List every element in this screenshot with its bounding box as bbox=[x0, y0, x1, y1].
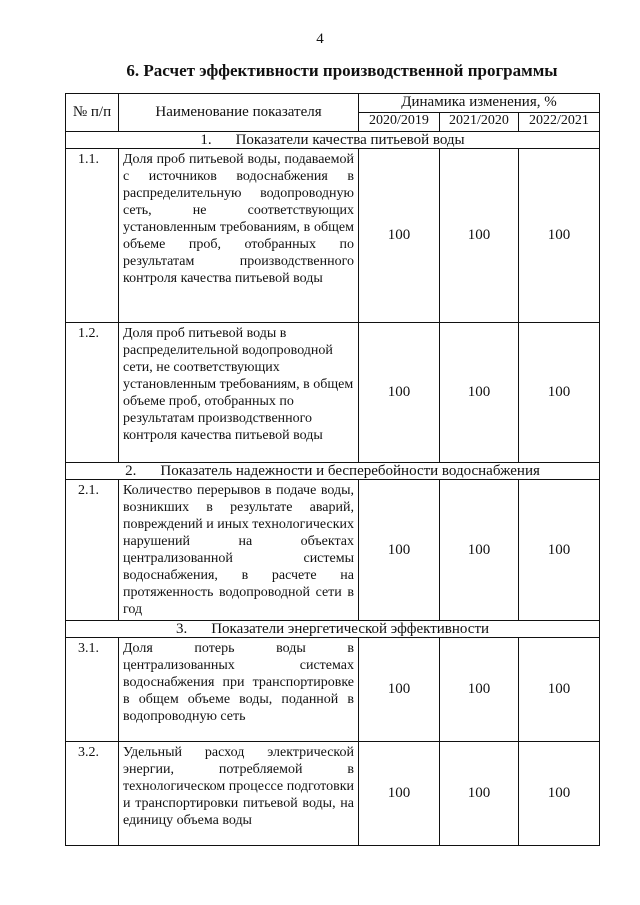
header-year: 2022/2021 bbox=[519, 113, 600, 132]
section-title: 6. Расчет эффективности производственной программы bbox=[126, 61, 558, 80]
row-number: 3.2. bbox=[66, 742, 119, 846]
value-cell: 100 bbox=[359, 149, 440, 323]
value-cell: 100 bbox=[359, 742, 440, 846]
section-number: 1. bbox=[200, 132, 212, 148]
table-row bbox=[66, 323, 600, 463]
row-number: 1.2. bbox=[66, 323, 119, 463]
table-row bbox=[66, 638, 600, 742]
header-year: 2021/2020 bbox=[440, 113, 519, 132]
header-year: 2020/2019 bbox=[359, 113, 440, 132]
section-heading: Показатели качества питьевой воды bbox=[235, 132, 465, 148]
section-number: 2. bbox=[125, 463, 137, 479]
indicator-name: Удельный расход электрической энергии, потребляемой в технологическом процессе подготовки и транспортировки питьевой воды, на единицу объема воды bbox=[119, 742, 359, 846]
indicator-name: Доля потерь воды в централизованных системах водоснабжения при транспортировке в общем объеме воды, поданной в водопроводную сеть bbox=[119, 638, 359, 742]
value-cell: 100 bbox=[440, 480, 519, 621]
value-cell: 100 bbox=[440, 149, 519, 323]
indicator-name: Количество перерывов в подаче воды, возникших в результате аварий, повреждений и иных технологических нарушений на объектах централизованной системы водоснабжения, в расчете на протяженность водопроводной сети в год bbox=[119, 480, 359, 621]
value-cell: 100 bbox=[519, 742, 600, 846]
value-cell: 100 bbox=[359, 480, 440, 621]
row-number: 2.1. bbox=[66, 480, 119, 621]
value-cell: 100 bbox=[440, 742, 519, 846]
table-row bbox=[66, 742, 600, 846]
value-cell: 100 bbox=[519, 149, 600, 323]
header-number: № п/п bbox=[66, 94, 119, 132]
value-cell: 100 bbox=[359, 638, 440, 742]
value-cell: 100 bbox=[519, 323, 600, 463]
value-cell: 100 bbox=[440, 638, 519, 742]
table-row bbox=[66, 480, 600, 621]
value-cell: 100 bbox=[359, 323, 440, 463]
section-row bbox=[66, 463, 600, 480]
header-indicator-name: Наименование показателя bbox=[119, 94, 359, 132]
header-dynamics: Динамика изменения, % bbox=[359, 94, 600, 113]
row-number: 3.1. bbox=[66, 638, 119, 742]
row-number: 1.1. bbox=[66, 149, 119, 323]
page-number: 4 bbox=[316, 31, 324, 47]
efficiency-table bbox=[65, 93, 600, 846]
indicator-name: Доля проб питьевой воды в распределительной водопроводной сети, не соответствующих установленным требованиям, в общем объеме проб, отобранных по результатам производственного контроля качества питьевой воды bbox=[119, 323, 359, 463]
section-number: 3. bbox=[175, 621, 188, 637]
section-row bbox=[66, 621, 600, 638]
section-heading: Показатели энергетической эффективности bbox=[211, 621, 490, 637]
section-heading: Показатель надежности и бесперебойности водоснабжения bbox=[160, 463, 540, 479]
table-row bbox=[66, 149, 600, 323]
value-cell: 100 bbox=[519, 638, 600, 742]
indicator-name: Доля проб питьевой воды, подаваемой с источников водоснабжения в распределительную водопроводную сеть, не соответствующих установленным требованиям, в общем объеме проб, отобранных по результатам производственного контроля качества питьевой воды bbox=[119, 149, 359, 323]
value-cell: 100 bbox=[440, 323, 519, 463]
value-cell: 100 bbox=[519, 480, 600, 621]
section-row bbox=[66, 132, 600, 149]
